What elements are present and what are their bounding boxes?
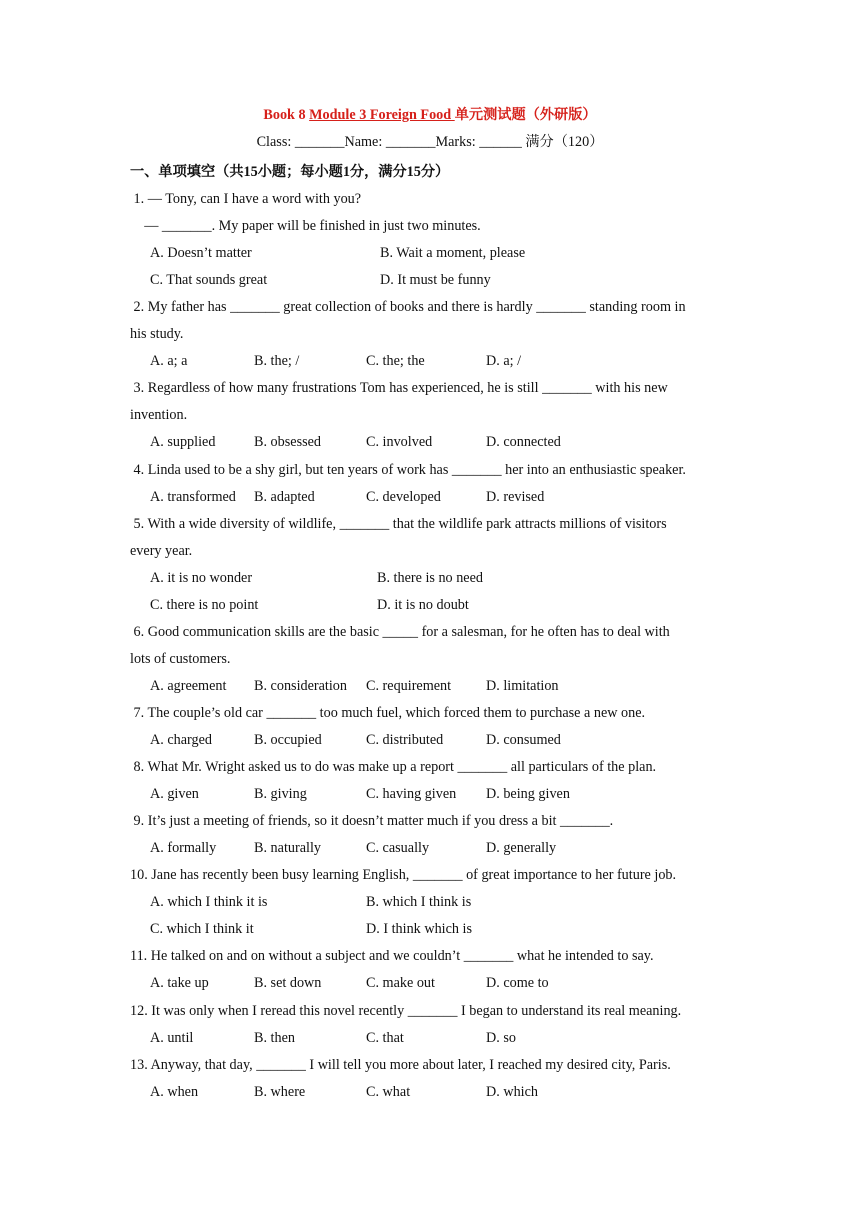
option-d: D. being given [486, 786, 570, 803]
option-d: D. come to [486, 975, 549, 992]
question-stem: 12. It was only when I reread this novel recently _______ I began to understand its real meaning. [130, 1002, 682, 1019]
option-d: D. revised [486, 488, 545, 505]
question-stem-continued: — _______. My paper will be finished in just two minutes. [130, 218, 481, 235]
option-c: C. involved [366, 434, 433, 451]
option-c: C. that [366, 1029, 404, 1046]
option-d: D. consumed [486, 732, 561, 748]
question-stem: 13. Anyway, that day, _______ I will tell you more about later, I reached my desired city, Paris. [130, 1056, 671, 1073]
option-b: B. consideration [254, 677, 347, 694]
option-a: A. which I think it is [150, 894, 268, 911]
option-c: C. what [366, 1083, 411, 1100]
option-d: D. it is no doubt [377, 596, 469, 613]
option-d: D. so [486, 1029, 516, 1046]
title-suffix: 单元测试题（外研版） [454, 107, 597, 123]
option-b: B. giving [254, 786, 307, 803]
question-stem-continued: invention. [130, 407, 188, 424]
question-stem-continued: lots of customers. [130, 650, 231, 667]
option-a: A. until [150, 1029, 194, 1046]
option-a: A. a; a [150, 353, 188, 370]
option-b: B. which I think is [366, 894, 472, 911]
option-c: C. there is no point [150, 596, 259, 613]
option-c: C. developed [366, 488, 441, 505]
option-a: A. transformed [150, 488, 236, 505]
question-stem: 4. Linda used to be a shy girl, but ten years of work has _______ her into an enthusiastic speaker. [130, 461, 686, 478]
option-a: A. it is no wonder [150, 569, 253, 586]
question-stem: 5. With a wide diversity of wildlife, _______ that the wildlife park attracts millions of visitors [130, 515, 667, 532]
question-stem: 1. — Tony, can I have a word with you? [130, 191, 362, 207]
option-b: B. occupied [254, 732, 322, 748]
option-c: C. casually [366, 840, 430, 857]
option-b: B. set down [254, 975, 322, 992]
option-c: C. That sounds great [150, 272, 268, 289]
option-a: A. given [150, 786, 199, 803]
option-a: A. agreement [150, 677, 227, 694]
option-c: C. which I think it [150, 921, 254, 938]
option-d: D. I think which is [366, 921, 473, 938]
question-stem: 10. Jane has recently been busy learning English, _______ of great importance to her future job. [130, 867, 677, 884]
option-d: D. limitation [486, 677, 559, 694]
option-c: C. the; the [366, 353, 425, 370]
option-c: C. make out [366, 975, 435, 992]
document-title [0, 106, 860, 124]
option-b: B. where [254, 1083, 306, 1100]
question-stem-continued: his study. [130, 326, 184, 343]
option-a: A. formally [150, 840, 217, 857]
option-d: D. which [486, 1083, 539, 1100]
option-b: B. adapted [254, 488, 315, 505]
title-module: Module 3 Foreign Food [309, 107, 455, 123]
option-a: A. Doesn’t matter [150, 245, 252, 262]
title-book: Book 8 [263, 107, 310, 123]
question-stem: 11. He talked on and on without a subject and we couldn’t _______ what he intended to say. [130, 948, 654, 965]
option-b: B. the; / [254, 353, 300, 370]
question-stem: 9. It’s just a meeting of friends, so it doesn’t matter much if you dress a bit _______. [130, 813, 614, 830]
question-stem: 2. My father has _______ great collection of books and there is hardly _______ standing room in [130, 299, 686, 316]
option-a: A. take up [150, 975, 209, 992]
option-d: D. connected [486, 434, 561, 451]
question-stem: 6. Good communication skills are the basic _____ for a salesman, for he often has to deal with [130, 623, 670, 640]
option-d: D. It must be funny [380, 272, 491, 289]
option-b: B. naturally [254, 840, 321, 857]
option-c: C. requirement [366, 677, 452, 694]
question-stem: 3. Regardless of how many frustrations Tom has experienced, he is still _______ with his new [130, 380, 668, 397]
option-a: A. charged [150, 732, 212, 748]
option-d: D. a; / [486, 353, 522, 370]
section-heading: 一、单项填空（共15小题；每小题1分，满分15分） [130, 164, 450, 180]
question-stem: 8. What Mr. Wright asked us to do was make up a report _______ all particulars of the plan. [130, 759, 657, 776]
option-b: B. then [254, 1029, 295, 1046]
question-stem-continued: every year. [130, 542, 193, 559]
option-c: C. having given [366, 786, 457, 803]
option-a: A. when [150, 1083, 199, 1100]
option-d: D. generally [486, 840, 557, 857]
option-b: B. Wait a moment, please [380, 245, 526, 262]
option-c: C. distributed [366, 732, 444, 748]
question-stem: 7. The couple’s old car _______ too much fuel, which forced them to purchase a new one. [130, 704, 646, 721]
option-a: A. supplied [150, 434, 216, 451]
option-b: B. there is no need [377, 569, 483, 586]
option-b: B. obsessed [254, 434, 321, 451]
class-name-marks-line: Class: _______Name: _______Marks: ______ 满分（120） [256, 134, 604, 150]
